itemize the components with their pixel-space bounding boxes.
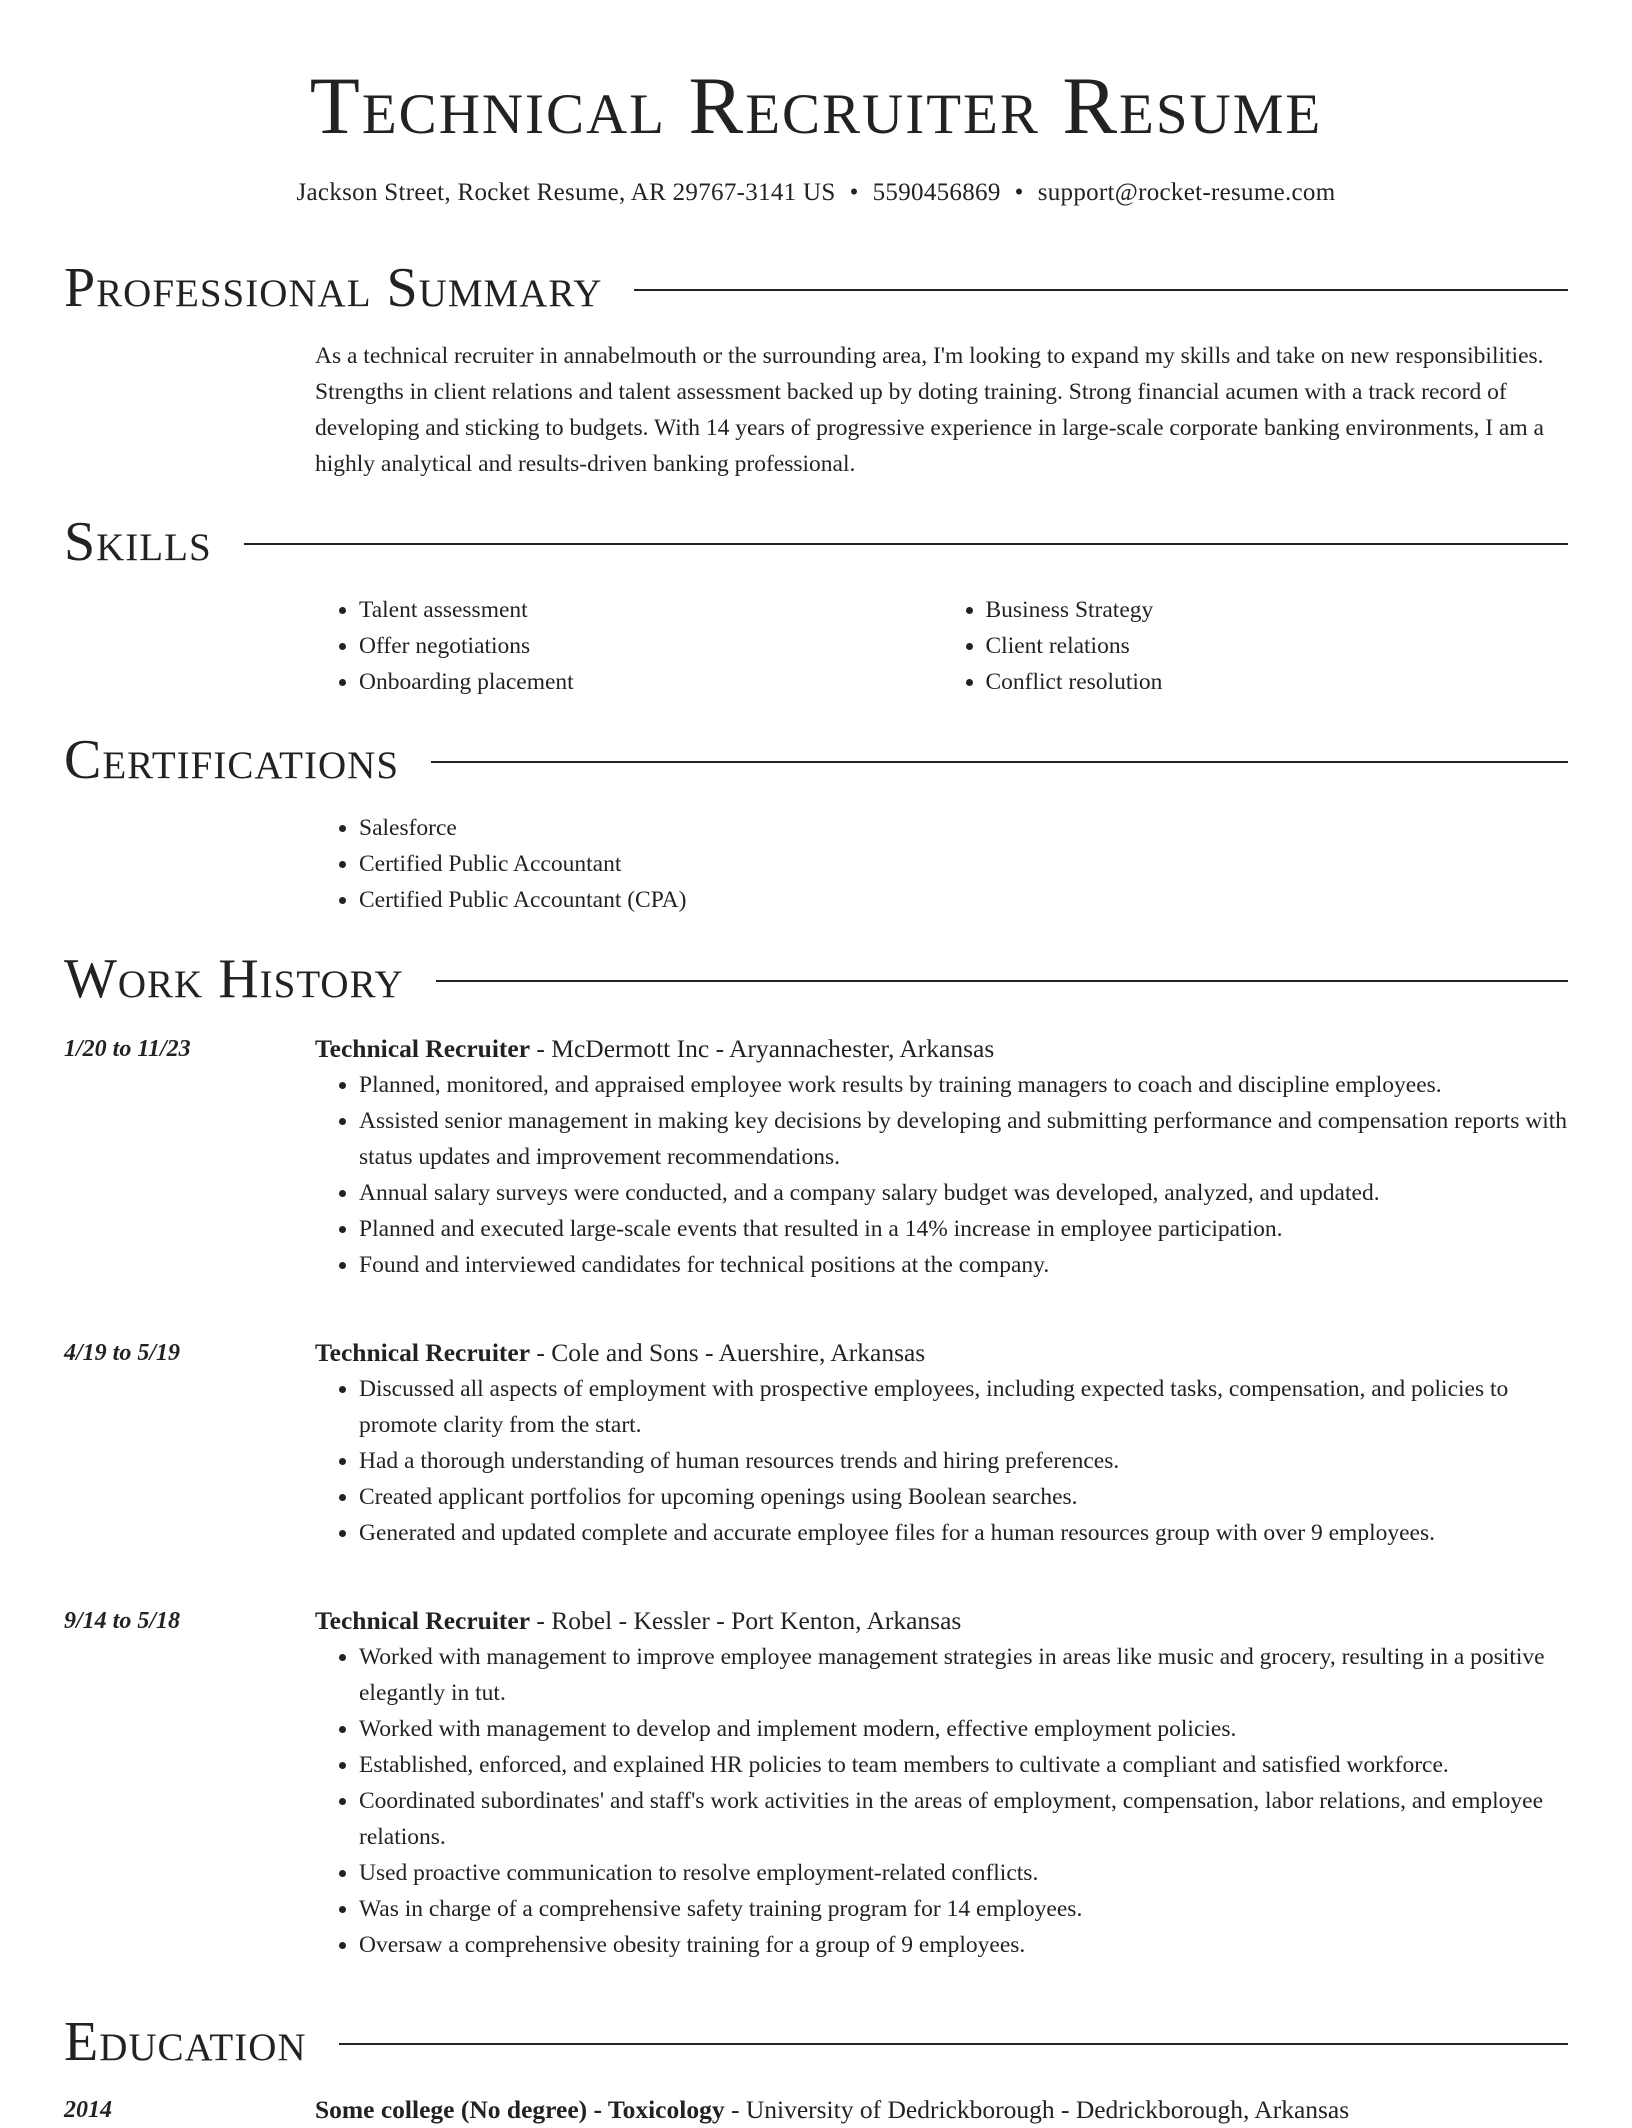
- section-title-certifications: Certifications: [64, 729, 400, 791]
- section-title-work-history: Work History: [64, 948, 404, 1010]
- job-dates: 9/14 to 5/18: [64, 1608, 181, 1634]
- resume-page: [64, 0, 1568, 2124]
- job-bullet: • Assisted senior management in making key decisions by developing and submitting performance and compensation reports with status updates and improvement recommendations.: [359, 1103, 1568, 1175]
- job-bullet: • Established, enforced, and explained HR policies to team members to cultivate a compliant and satisfied workforce.: [359, 1747, 1568, 1783]
- skill-item: • Offer negotiations: [359, 628, 942, 664]
- job-entry: [315, 1335, 1568, 1551]
- skill-item: • Onboarding placement: [359, 664, 942, 700]
- job-bullet: • Planned, monitored, and appraised employee work results by training managers to coach and discipline employees.: [359, 1067, 1568, 1103]
- certification-item: • Certified Public Accountant: [359, 846, 1568, 882]
- job-bullet: • Was in charge of a comprehensive safety training program for 14 employees.: [359, 1891, 1568, 1927]
- job-title: Technical Recruiter: [315, 1338, 531, 1367]
- job-bullet: • Planned and executed large-scale events that resulted in a 14% increase in employee participation.: [359, 1211, 1568, 1247]
- job-heading: [315, 1031, 1568, 1067]
- job-bullet: • Found and interviewed candidates for technical positions at the company.: [359, 1247, 1568, 1283]
- certification-item: • Salesforce: [359, 810, 1568, 846]
- job-bullet: • Created applicant portfolios for upcoming openings using Boolean searches.: [359, 1479, 1568, 1515]
- job-bullet: • Discussed all aspects of employment with prospective employees, including expected tasks, compensation, and policies to promote clarity from the start.: [359, 1371, 1568, 1443]
- summary-block: [315, 338, 1568, 482]
- job-dates: 1/20 to 11/23: [64, 1036, 191, 1062]
- job-title: Technical Recruiter: [315, 1034, 531, 1063]
- job-bullets: [315, 1639, 1568, 1963]
- job-bullet: • Worked with management to improve employee management strategies in areas like music and grocery, resulting in a positive elegantly in tut.: [359, 1639, 1568, 1711]
- summary-text: As a technical recruiter in annabelmouth or the surrounding area, I'm looking to expand my skills and take on new responsibilities. Strengths in client relations and talent assessment backed up by doting training. Strong financial acumen with a track record of developing and sticking to budgets. With 14 years of progressive experience in large-scale corporate banking environments, I am a highly analytical and results-driven banking professional.: [315, 343, 1544, 477]
- contact-phone: 5590456869: [872, 179, 1001, 206]
- section-title-summary: Professional Summary: [64, 257, 603, 319]
- skill-item: • Conflict resolution: [986, 664, 1569, 700]
- job-bullet: • Generated and updated complete and accurate employee files for a human resources group with over 9 employees.: [359, 1515, 1568, 1551]
- job-bullet: • Oversaw a comprehensive obesity training for a group of 9 employees.: [359, 1927, 1568, 1963]
- education-heading: [315, 2092, 1568, 2128]
- job-bullet: • Had a thorough understanding of human resources trends and hiring preferences.: [359, 1443, 1568, 1479]
- job-company: - McDermott Inc - Aryannachester, Arkansas: [530, 1034, 995, 1063]
- section-title-skills: Skills: [64, 511, 212, 573]
- job-entry: [315, 1031, 1568, 1283]
- job-entry: [315, 1603, 1568, 1963]
- certifications-list: [315, 810, 1568, 918]
- job-dates: 4/19 to 5/19: [64, 1340, 181, 1366]
- section-title-education: Education: [64, 2011, 307, 2073]
- job-heading: [315, 1603, 1568, 1639]
- certification-item: • Certified Public Accountant (CPA): [359, 882, 1568, 918]
- job-title: Technical Recruiter: [315, 1606, 531, 1635]
- job-bullet: • Worked with management to develop and implement modern, effective employment policies.: [359, 1711, 1568, 1747]
- section-header-certifications: [64, 728, 1568, 792]
- section-header-education: [64, 2010, 1568, 2074]
- job-bullet: • Used proactive communication to resolve employment-related conflicts.: [359, 1855, 1568, 1891]
- contact-email: support@rocket-resume.com: [1037, 179, 1336, 206]
- job-bullet: • Coordinated subordinates' and staff's work activities in the areas of employment, compensation, labor relations, and employee relations.: [359, 1783, 1568, 1855]
- section-divider: [244, 543, 1568, 545]
- section-header-work-history: [64, 947, 1568, 1011]
- education-entry: [315, 2092, 1568, 2128]
- job-bullets: [315, 1371, 1568, 1551]
- contact-separator: •: [1014, 179, 1024, 206]
- certifications-block: [315, 810, 1568, 918]
- section-divider: [634, 289, 1568, 291]
- skill-item: • Business Strategy: [986, 592, 1569, 628]
- skills-list-right: [942, 592, 1569, 700]
- job-bullets: [315, 1067, 1568, 1283]
- skill-item: • Client relations: [986, 628, 1569, 664]
- job-heading: [315, 1335, 1568, 1371]
- skills-block: [315, 592, 1568, 700]
- skill-item: • Talent assessment: [359, 592, 942, 628]
- education-dates: 2014: [64, 2097, 112, 2123]
- education-school: - University of Dedrickborough - Dedrickborough, Arkansas: [724, 2095, 1350, 2124]
- contact-line: [64, 176, 1568, 210]
- contact-address: Jackson Street, Rocket Resume, AR 29767-3141 US: [296, 179, 836, 206]
- section-header-skills: [64, 510, 1568, 574]
- contact-separator: •: [849, 179, 859, 206]
- job-company: - Robel - Kessler - Port Kenton, Arkansas: [530, 1606, 962, 1635]
- job-bullet: • Annual salary surveys were conducted, and a company salary budget was developed, analyzed, and updated.: [359, 1175, 1568, 1211]
- section-divider: [339, 2043, 1568, 2045]
- section-divider: [436, 980, 1568, 982]
- job-company: - Cole and Sons - Auershire, Arkansas: [530, 1338, 926, 1367]
- education-degree: Some college (No degree) - Toxicology: [315, 2095, 725, 2124]
- skills-list-left: [315, 592, 942, 700]
- section-header-summary: [64, 256, 1568, 320]
- section-divider: [431, 761, 1568, 763]
- resume-title: Technical Recruiter Resume: [309, 60, 1323, 151]
